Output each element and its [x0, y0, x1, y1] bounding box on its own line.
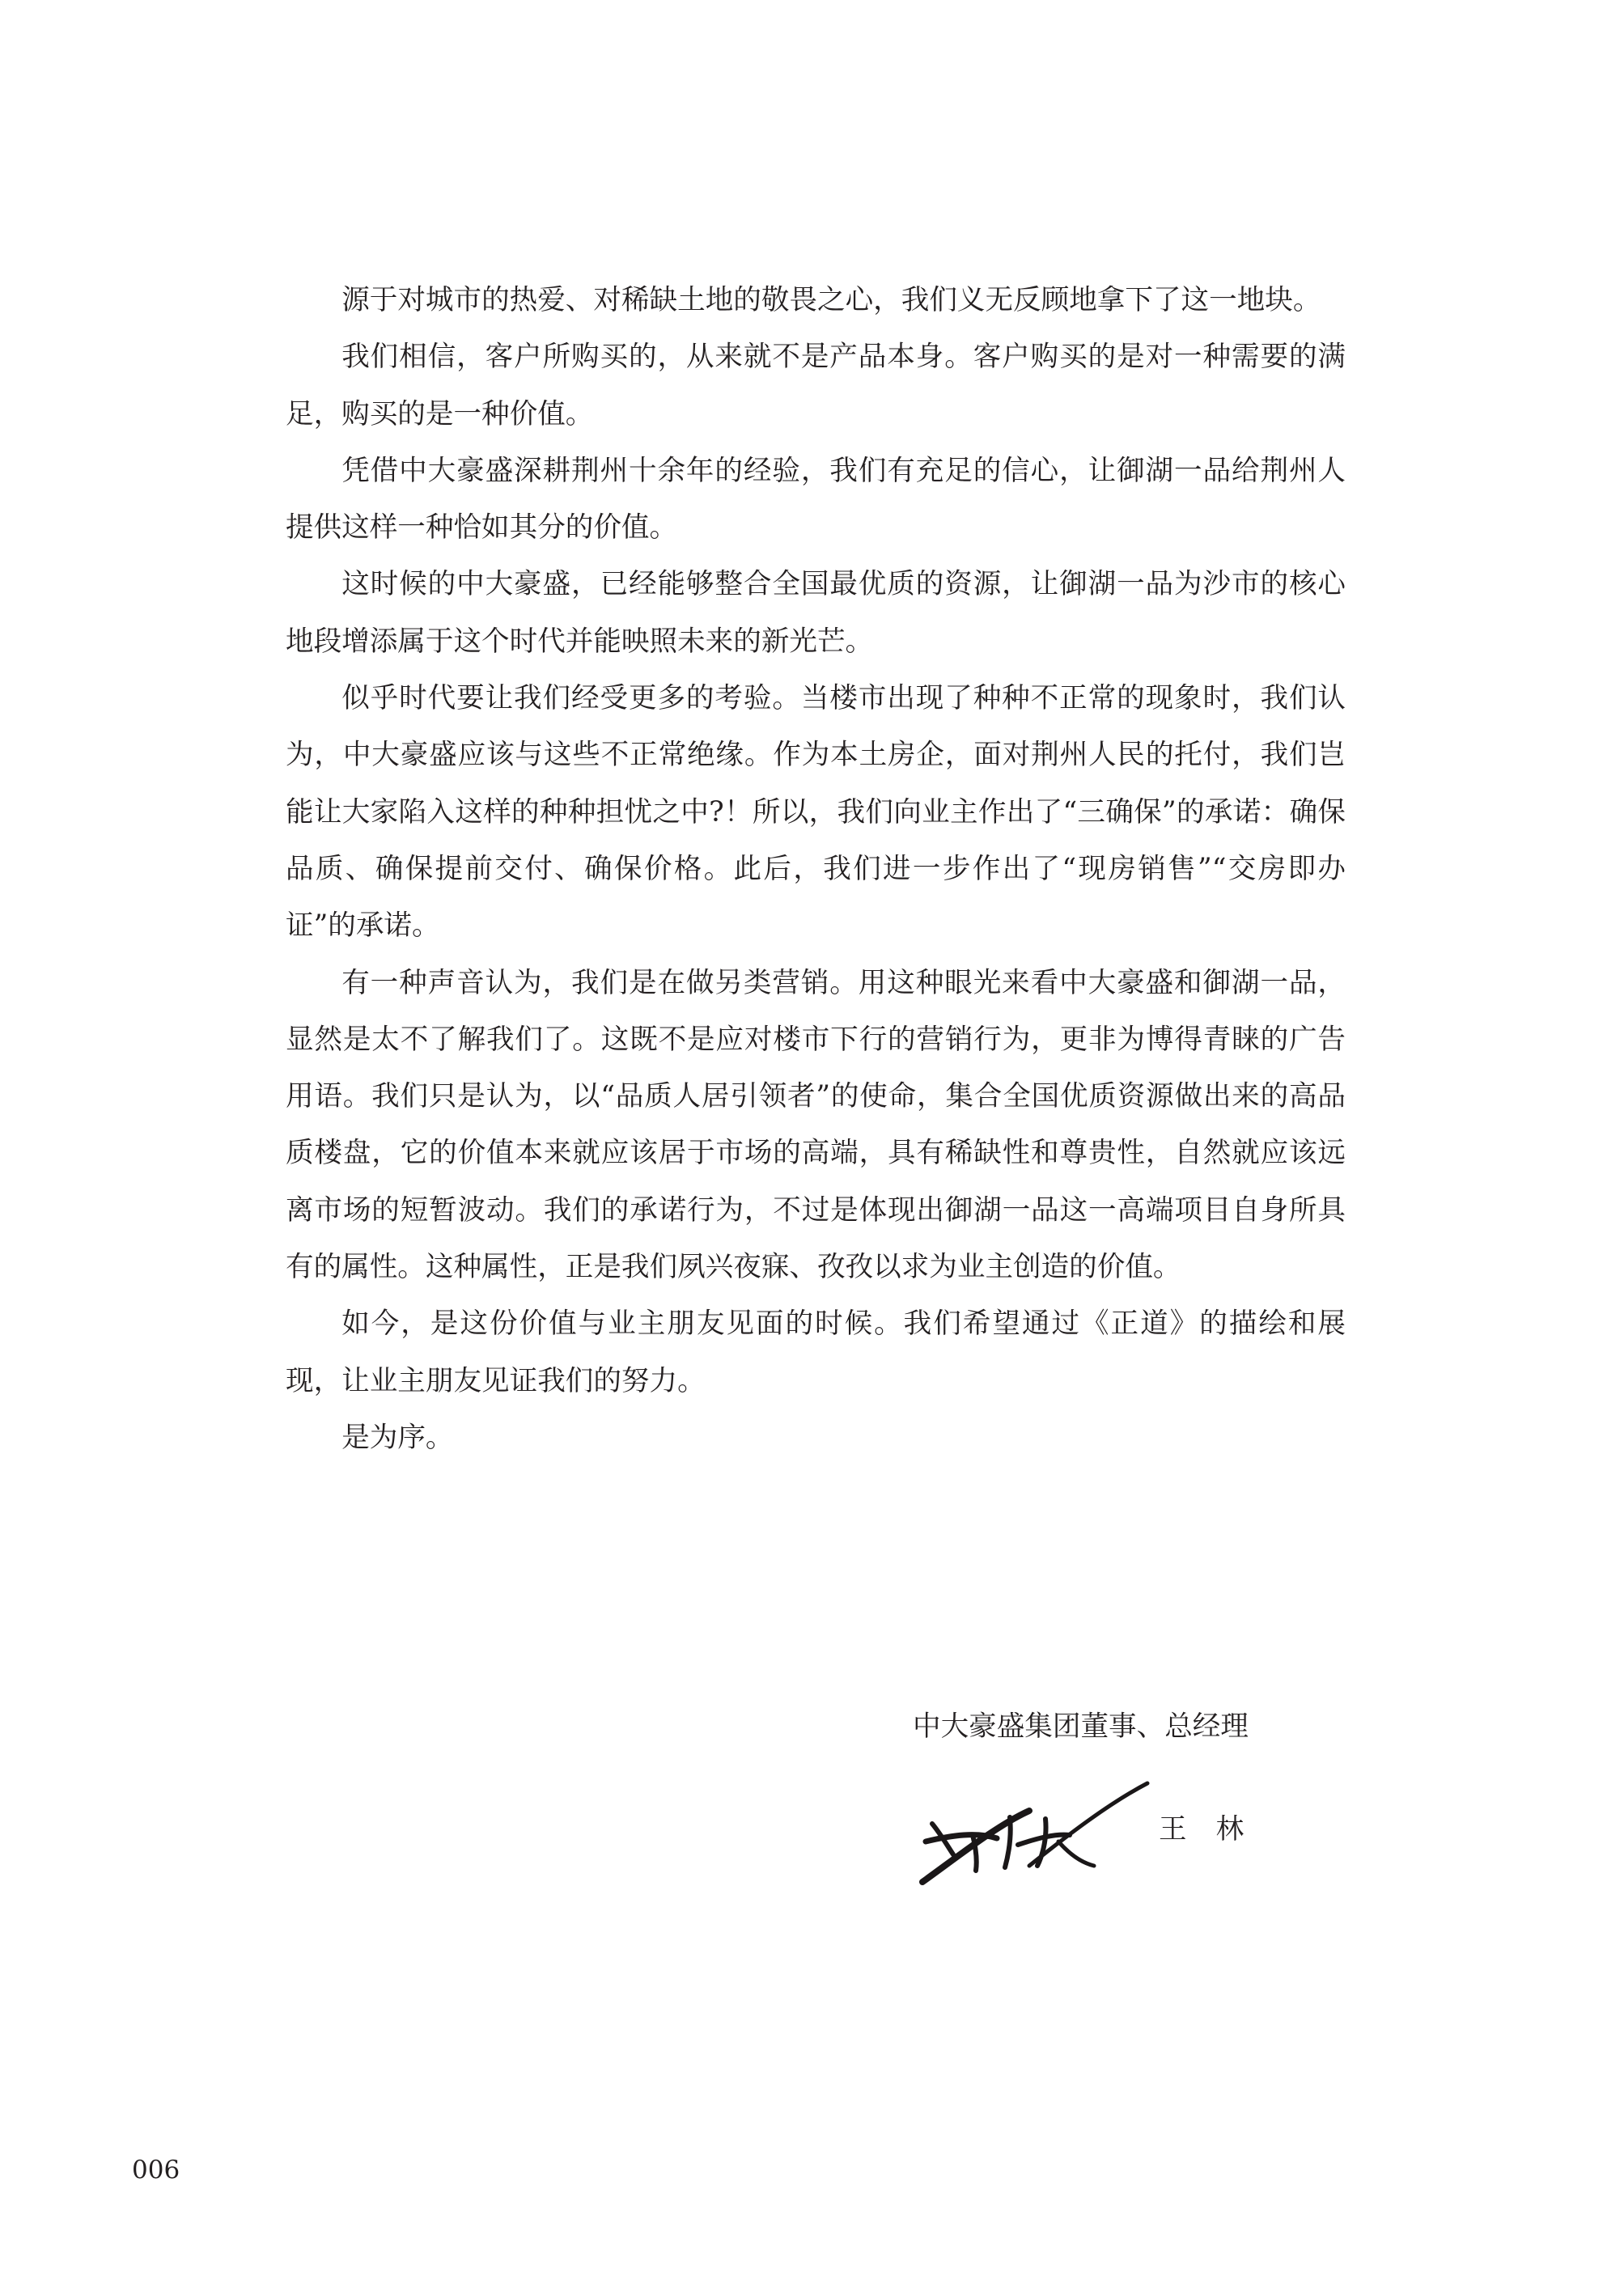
paragraph: 源于对城市的热爱、对稀缺土地的敬畏之心，我们义无反顾地拿下了这一地块。 — [341, 284, 1321, 316]
handwritten-signature — [908, 1761, 1151, 1887]
signatory-title: 中大豪盛集团董事、总经理 — [913, 1710, 1249, 1743]
paragraph: 如今，是这份价值与业主朋友见面的时候。我们希望通过《正道》的描绘和展现，让业主朋友见证我们的努力。 — [286, 1308, 1346, 1397]
paragraph: 凭借中大豪盛深耕荆州十余年的经验，我们有充足的信心，让御湖一品给荆州人提供这样一种恰如其分的价值。 — [286, 454, 1346, 545]
paragraph: 这时候的中大豪盛，已经能够整合全国最优质的资源，让御湖一品为沙市的核心地段增添属于这个时代并能映照未来的新光芒。 — [286, 568, 1346, 658]
signatory-name: 王林 — [1159, 1813, 1274, 1846]
preface-body — [286, 272, 1346, 1466]
paragraph: 我们相信，客户所购买的，从来就不是产品本身。客户购买的是对一种需要的满足，购买的是一种价值。 — [286, 341, 1346, 430]
paragraph: 似乎时代要让我们经受更多的考验。当楼市出现了种种不正常的现象时，我们认为，中大豪盛应该与这些不正常绝缘。作为本土房企，面对荆州人民的托付，我们岂能让大家陷入这样的种种担忧之中?！所以，我们向业主作出了“三确保”的承诺：确保品质、确保提前交付、确保价格。此后，我们进一步作出了“现房销售”“交房即办证”的承诺。 — [286, 682, 1346, 943]
page-number: 006 — [132, 2155, 180, 2185]
paragraph: 有一种声音认为，我们是在做另类营销。用这种眼光来看中大豪盛和御湖一品，显然是太不了解我们了。这既不是应对楼市下行的营销行为，更非为博得青睐的广告用语。我们只是认为，以“品质人居引领者”的使命，集合全国优质资源做出来的高品质楼盘，它的价值本来就应该居于市场的高端，具有稀缺性和尊贵性，自然就应该远离市场的短暂波动。我们的承诺行为，不过是体现出御湖一品这一高端项目自身所具有的属性。这种属性，正是我们夙兴夜寐、孜孜以求为业主创造的价值。 — [286, 966, 1346, 1284]
paragraph: 是为序。 — [341, 1421, 454, 1454]
